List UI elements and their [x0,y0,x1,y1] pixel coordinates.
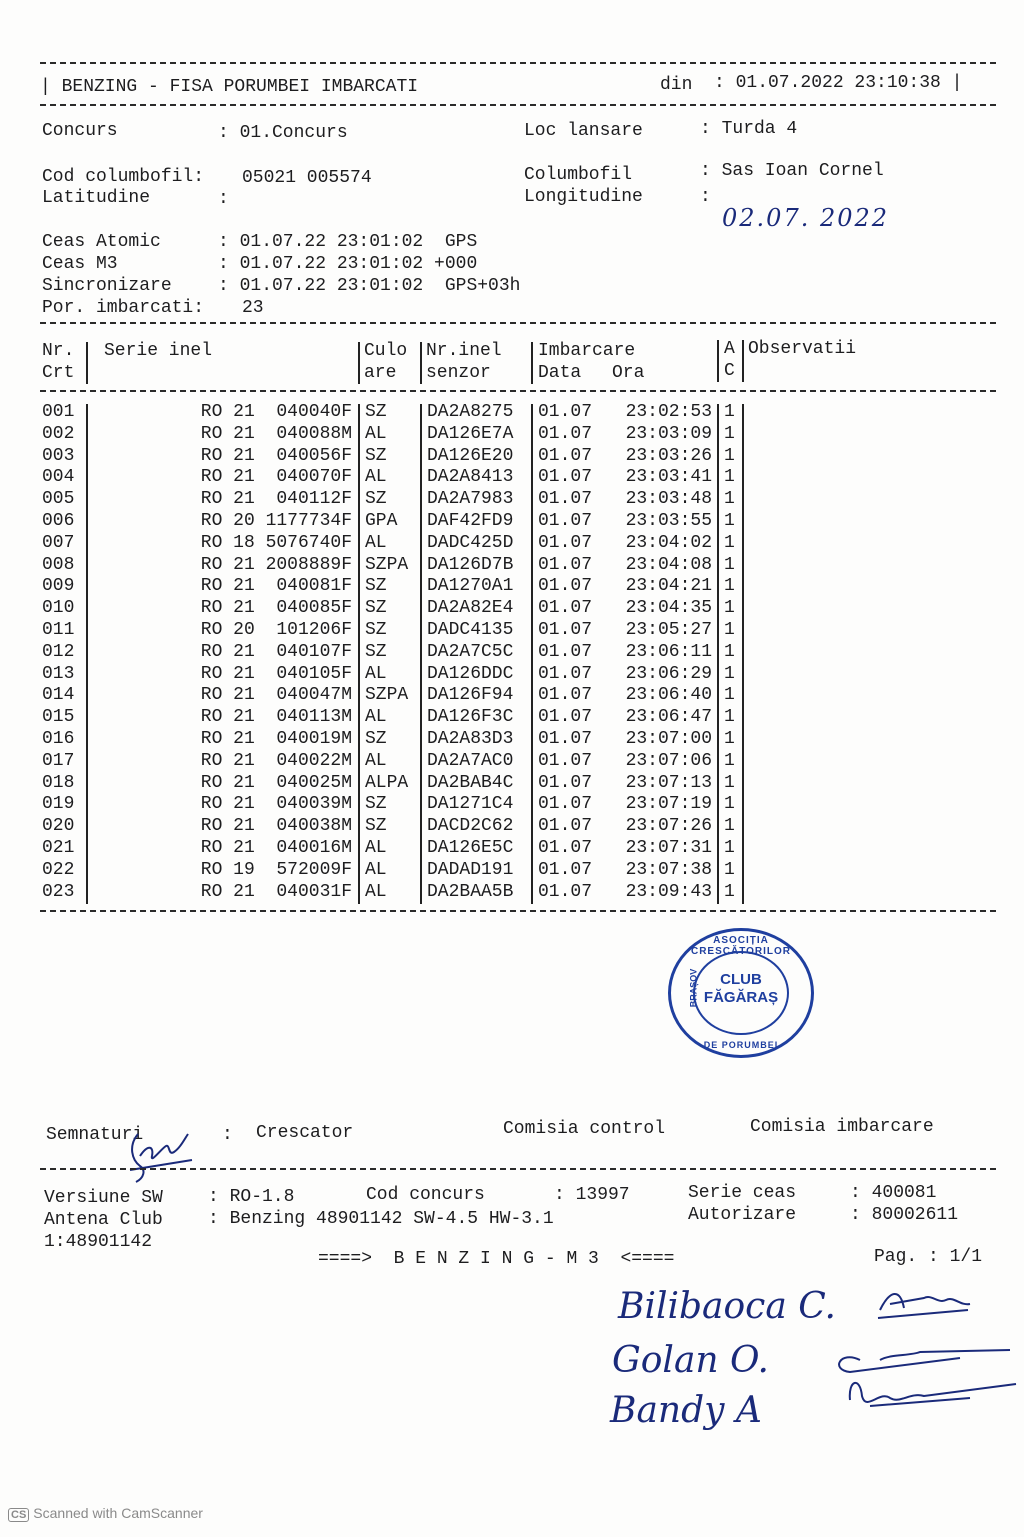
crescator-signature [118,1126,198,1186]
color-code: SZ [365,794,387,815]
sensor-ring-id: DA2BAB4C [427,772,514,793]
crescator-label: Crescator [256,1123,354,1143]
boarding-date: 01.07 [538,728,593,749]
commission-signatures [820,1280,1020,1440]
serie-ceas-label: Serie ceas [688,1183,797,1203]
latitudine-label: Latitudine [42,188,151,208]
longitudine-label: Longitudine [524,187,643,207]
stamp-club: CLUB [720,971,762,988]
columbofil-label: Columbofil [524,165,633,185]
ring-series: RO 21 040038M [200,816,352,837]
club-stamp [668,928,814,1058]
boarding-date: 01.07 [538,881,593,902]
boarding-time: 23:03:41 [625,467,712,488]
color-code: AL [365,423,387,444]
ring-series: RO 18 5076740F [200,532,352,553]
header-ora: Ora [612,363,645,383]
sensor-ring-id: DADC425D [427,532,514,553]
camscanner-text: Scanned with CamScanner [33,1505,203,1521]
ac-flag: 1 [724,510,735,531]
boarding-date: 01.07 [538,859,593,880]
stamp-ring-bottom: DE PORUMBEI [703,1040,779,1050]
header-imbarcare: Imbarcare [538,341,636,361]
row-number: 017 [42,750,75,771]
sensor-ring-id: DA2A8275 [427,402,514,422]
row-number: 008 [42,554,75,575]
cod-concurs-value: : 13997 [554,1185,630,1205]
cod-columbofil-value: 05021 005574 [242,168,372,188]
sensor-ring-id: DA126D7B [427,554,514,575]
sensor-ring-id: DA126E5C [427,837,514,858]
ring-series: RO 19 572009F [200,859,352,880]
separator-line [40,322,996,324]
color-code: SZ [365,402,387,422]
boarding-date: 01.07 [538,445,593,466]
ac-flag: 1 [724,707,735,728]
loc-lansare-value: : Turda 4 [700,119,798,139]
ring-series: RO 21 040085F [200,598,352,619]
separator-line [40,62,996,64]
camscanner-logo-icon: CS [8,1508,29,1522]
sensor-ring-id: DADC4135 [427,619,514,640]
sensor-ring-id: DA126E7A [427,423,514,444]
header-data: Data [538,363,582,383]
ac-flag: 1 [724,445,735,466]
separator-line [40,910,996,912]
color-code: AL [365,859,387,880]
column-divider [531,342,533,384]
ceas-atomic-value: : 01.07.22 23:01:02 GPS [218,232,478,252]
autorizare-value: : 80002611 [850,1205,959,1225]
row-number: 011 [42,619,75,640]
column-divider [420,342,422,384]
sensor-ring-id: DA126E20 [427,445,514,466]
separator-line [40,390,996,392]
sensor-ring-id: DA126F3C [427,707,514,728]
versiune-sw-value: : RO-1.8 [208,1187,295,1207]
ac-flag: 1 [724,489,735,510]
row-number: 022 [42,859,75,880]
ceas-m3-value: : 01.07.22 23:01:02 +000 [218,254,478,274]
ring-series: RO 21 040107F [200,641,352,662]
ac-flag: 1 [724,772,735,793]
row-number: 016 [42,728,75,749]
ac-flag: 1 [724,685,735,706]
row-number: 023 [42,881,75,902]
boarding-time: 23:07:00 [625,728,712,749]
ac-flag: 1 [724,837,735,858]
column-divider [358,404,360,904]
ring-series: RO 21 040022M [200,750,352,771]
sensor-ring-id: DA2A7983 [427,489,514,510]
por-imbarcati-label: Por. imbarcati: [42,298,205,318]
boarding-date: 01.07 [538,816,593,837]
ac-flag: 1 [724,402,735,422]
boarding-time: 23:04:02 [625,532,712,553]
ac-flag: 1 [724,750,735,771]
ceas-atomic-label: Ceas Atomic [42,232,161,252]
boarding-date: 01.07 [538,663,593,684]
ring-series: RO 21 040031F [200,881,352,902]
boarding-time: 23:05:27 [625,619,712,640]
color-code: SZ [365,641,387,662]
header-c: C [724,361,735,381]
ac-flag: 1 [724,794,735,815]
column-divider [717,404,719,904]
boarding-time: 23:07:31 [625,837,712,858]
boarding-date: 01.07 [538,707,593,728]
boarding-time: 23:07:19 [625,794,712,815]
row-number: 007 [42,532,75,553]
sensor-ring-id: DA1270A1 [427,576,514,597]
boarding-date: 01.07 [538,598,593,619]
stamp-ring-top: ASOCIȚIA CRESCĂTORILOR [690,935,792,957]
sensor-ring-id: DADAD191 [427,859,514,880]
row-number: 003 [42,445,75,466]
row-number: 014 [42,685,75,706]
boarding-date: 01.07 [538,510,593,531]
color-code: SZPA [365,685,409,706]
boarding-time: 23:09:43 [625,881,712,902]
boarding-time: 23:04:08 [625,554,712,575]
boarding-date: 01.07 [538,641,593,662]
boarding-time: 23:06:47 [625,707,712,728]
ring-series: RO 21 040112F [200,489,352,510]
boarding-date: 01.07 [538,489,593,510]
columbofil-value: : Sas Ioan Cornel [700,161,884,181]
color-code: SZ [365,598,387,619]
document-title: | BENZING - FISA PORUMBEI IMBARCATI [40,77,419,97]
row-number: 021 [42,837,75,858]
stamp-center [671,968,811,1008]
boarding-time: 23:04:35 [625,598,712,619]
ring-series: RO 21 2008889F [200,554,352,575]
ac-flag: 1 [724,423,735,444]
sensor-ring-id: DAF42FD9 [427,510,514,531]
ring-series: RO 21 040105F [200,663,352,684]
color-code: SZ [365,445,387,466]
ring-series: RO 20 101206F [200,619,352,640]
row-number: 020 [42,816,75,837]
ac-flag: 1 [724,598,735,619]
color-code: SZ [365,728,387,749]
boarding-date: 01.07 [538,532,593,553]
separator-line [40,104,996,106]
color-code: SZ [365,816,387,837]
page-number: Pag. : 1/1 [874,1247,983,1267]
ring-series: RO 21 040056F [200,445,352,466]
column-divider [717,340,719,382]
boarding-time: 23:04:21 [625,576,712,597]
header-serie-inel: Serie inel [104,341,213,361]
boarding-time: 23:02:53 [625,402,712,422]
boarding-time: 23:03:26 [625,445,712,466]
versiune-sw-label: Versiune SW [44,1188,163,1208]
header-a: A [724,339,735,359]
sensor-ring-id: DA126F94 [427,685,514,706]
semnaturi-label: Semnaturi [46,1125,144,1145]
boarding-date: 01.07 [538,554,593,575]
boarding-time: 23:06:29 [625,663,712,684]
row-number: 009 [42,576,75,597]
ac-flag: 1 [724,881,735,902]
boarding-date: 01.07 [538,685,593,706]
sensor-ring-id: DA2BAA5B [427,881,514,902]
antena-club-label: Antena Club [44,1210,163,1230]
boarding-time: 23:03:09 [625,423,712,444]
sincronizare-label: Sincronizare [42,276,172,296]
boarding-time: 23:03:55 [625,510,712,531]
row-number: 013 [42,663,75,684]
row-number: 015 [42,707,75,728]
color-code: GPA [365,510,398,531]
color-code: AL [365,837,387,858]
color-code: AL [365,532,387,553]
boarding-time: 23:06:11 [625,641,712,662]
ring-series: RO 21 040019M [200,728,352,749]
sensor-ring-id: DA126DDC [427,663,514,684]
column-divider [358,342,360,384]
row-number: 002 [42,423,75,444]
row-number: 019 [42,794,75,815]
boarding-date: 01.07 [538,423,593,444]
boarding-date: 01.07 [538,619,593,640]
boarding-time: 23:03:48 [625,489,712,510]
ring-series: RO 21 040025M [200,772,352,793]
column-divider [420,404,422,904]
comisia-imbarcare-label: Comisia imbarcare [750,1117,934,1137]
row-number: 004 [42,467,75,488]
sincronizare-value: : 01.07.22 23:01:02 GPS+03h [218,276,521,296]
ac-flag: 1 [724,619,735,640]
color-code: AL [365,663,387,684]
antena-club-value: : Benzing 48901142 SW-4.5 HW-3.1 [208,1209,554,1229]
boarding-date: 01.07 [538,576,593,597]
boarding-time: 23:07:13 [625,772,712,793]
header-nr: Nr. [42,341,75,361]
sensor-ring-id: DA2A7AC0 [427,750,514,771]
ring-series: RO 21 040039M [200,794,352,815]
ring-series: RO 21 040113M [200,707,352,728]
separator-line [40,1168,996,1170]
row-number: 010 [42,598,75,619]
latitudine-value: : [218,189,229,209]
header-culo: Culo [364,341,408,361]
sensor-ring-id: DA2A8413 [427,467,514,488]
ac-flag: 1 [724,663,735,684]
ring-series: RO 21 040047M [200,685,352,706]
boarding-time: 23:07:38 [625,859,712,880]
ac-flag: 1 [724,859,735,880]
header-crt: Crt [42,363,75,383]
row-number: 012 [42,641,75,662]
longitudine-value: : [700,187,711,207]
row-number: 018 [42,772,75,793]
ring-series: RO 21 040070F [200,467,352,488]
concurs-label: Concurs [42,121,118,141]
por-imbarcati-value: 23 [242,298,264,318]
cod-concurs-label: Cod concurs [366,1185,485,1205]
ring-series: RO 21 040016M [200,837,352,858]
handwritten-name-2: Golan O. [612,1340,769,1381]
header-nr-inel: Nr.inel [426,341,502,361]
boarding-date: 01.07 [538,794,593,815]
column-divider [531,404,533,904]
ac-flag: 1 [724,467,735,488]
comisia-control-label: Comisia control [503,1119,666,1139]
antena-id: 1:48901142 [44,1232,153,1252]
header-are: are [364,363,397,383]
boarding-date: 01.07 [538,467,593,488]
ring-series: RO 21 040040F [200,402,352,422]
sensor-ring-id: DA2A7C5C [427,641,514,662]
row-number: 005 [42,489,75,510]
color-code: SZ [365,619,387,640]
handwritten-name-1: Bilibaoca C. [618,1286,836,1327]
ring-series: RO 21 040088M [200,423,352,444]
row-number: 001 [42,402,75,422]
color-code: AL [365,750,387,771]
column-divider [86,342,88,384]
boarding-date: 01.07 [538,837,593,858]
sensor-ring-id: DACD2C62 [427,816,514,837]
ac-flag: 1 [724,576,735,597]
color-code: AL [365,467,387,488]
color-code: ALPA [365,772,409,793]
column-divider [742,404,744,904]
boarding-time: 23:07:26 [625,816,712,837]
color-code: SZ [365,576,387,597]
serie-ceas-value: : 400081 [850,1183,937,1203]
ac-flag: 1 [724,728,735,749]
sensor-ring-id: DA2A83D3 [427,728,514,749]
date-value: : 01.07.2022 23:10:38 | [714,73,963,93]
boarding-date: 01.07 [538,772,593,793]
cod-columbofil-label: Cod columbofil: [42,167,205,187]
column-divider [742,340,744,382]
color-code: AL [365,881,387,902]
color-code: SZPA [365,554,409,575]
autorizare-label: Autorizare [688,1205,797,1225]
boarding-date: 01.07 [538,750,593,771]
sensor-ring-id: DA1271C4 [427,794,514,815]
benzing-banner: ====> B E N Z I N G - M 3 <==== [318,1249,675,1269]
boarding-date: 01.07 [538,402,593,422]
color-code: SZ [365,489,387,510]
header-observatii: Observatii [748,339,857,359]
ac-flag: 1 [724,532,735,553]
ac-flag: 1 [724,816,735,837]
row-number: 006 [42,510,75,531]
color-code: AL [365,707,387,728]
boarding-time: 23:07:06 [625,750,712,771]
handwritten-date: 02.07. 2022 [722,204,890,232]
stamp-fagaras: FĂGĂRAȘ [703,989,779,1006]
ring-series: RO 20 1177734F [200,510,352,531]
handwritten-name-3: Bandy A [610,1390,762,1431]
ac-flag: 1 [724,641,735,662]
ac-flag: 1 [724,554,735,575]
concurs-value: : 01.Concurs [218,123,348,143]
date-label: din [660,75,693,95]
boarding-time: 23:06:40 [625,685,712,706]
camscanner-watermark [8,1505,203,1522]
stamp-ring-left: BRAȘOV [688,968,699,1008]
ceas-m3-label: Ceas M3 [42,254,118,274]
ring-series: RO 21 040081F [200,576,352,597]
header-senzor: senzor [426,363,491,383]
semnaturi-colon: : [222,1125,233,1145]
loc-lansare-label: Loc lansare [524,121,643,141]
column-divider [86,404,88,904]
sensor-ring-id: DA2A82E4 [427,598,514,619]
